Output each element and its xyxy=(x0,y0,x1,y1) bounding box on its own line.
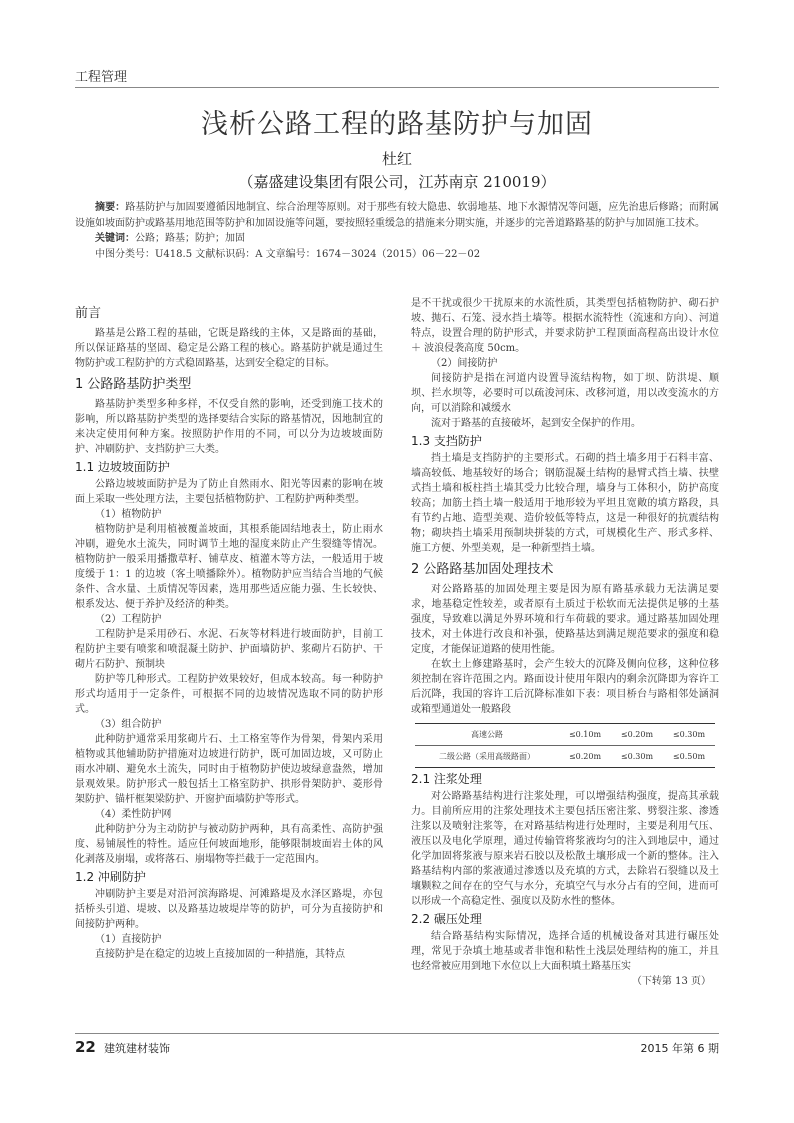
subheading: （3）组合防护 xyxy=(95,719,162,730)
article-title: 浅析公路工程的路基防护与加固 xyxy=(201,109,593,140)
article-affiliation: （嘉盛建设集团有限公司，江苏南京 210019） xyxy=(238,173,556,191)
paragraph: 在软土上修建路基时，会产生较大的沉降及侧向位移，这种位移须控制在容许范围之内。路面设计使用年限内的剩余沉降即为容许工后沉降，我国的容许工后沉降标准如下表：项目桥台与路相邻处涵洞或箱型通道处一般路段 xyxy=(411,659,719,715)
table-cell: ≤0.10m xyxy=(559,724,611,746)
page-number: 22 xyxy=(75,1038,96,1056)
subheading: （1）直接防护 xyxy=(95,934,162,945)
heading-section-2-1: 2.1 注浆处理 xyxy=(411,772,482,786)
header-rule xyxy=(75,87,719,88)
continued-note: （下转第 13 页） xyxy=(631,976,711,987)
left-column xyxy=(75,300,383,962)
paragraph: 工程防护是采用砂石、水泥、石灰等材料进行坡面防护，目前工程防护主要有喷浆和喷混凝土防护、护面墙防护、浆砌片石防护、干砌片石防护、预制块 xyxy=(75,629,383,670)
table-cell: ≤0.30m xyxy=(663,724,715,746)
subheading: （2）间接防护 xyxy=(431,358,498,369)
issue-label: 2015 年第 6 期 xyxy=(640,1042,719,1055)
paragraph: 此种防护通常采用浆砌片石、土工格室等作为骨架，骨架内采用植物或其他辅助防护措施对边坡进行防护，既可加固边坡，又可防止雨水冲刷、避免水土流失，同时由于植物防护使边坡绿意盎然，增加景观效果。防护形式一般包括土工格室防护、拱形骨架防护、菱形骨架防护、锚杆框架梁防护、开窗护面墙防护等形式。 xyxy=(75,734,383,805)
keywords-label: 关键词： xyxy=(95,233,135,244)
paragraph: 此种防护分为主动防护与被动防护两种，具有高柔性、高防护强度、易铺展性的特性。适应任何坡面地形，能够限制坡面岩土体的风化剥落及崩塌，或将落石、崩塌物等拦截于一定范围内。 xyxy=(75,824,383,865)
paragraph: 冲刷防护主要是对沿河滨海路堤、河滩路堤及水泽区路堤，亦包括桥头引道、堤坡、以及路基边坡堤岸等的防护，可分为直接防护和间接防护两种。 xyxy=(75,889,383,930)
paragraph: 公路边坡坡面防护是为了防止自然雨水、阳光等因素的影响在坡面上采取一些处理方法，主要包括植物防护、工程防护两种类型。 xyxy=(75,479,383,505)
section-tag: 工程管理 xyxy=(75,70,128,85)
heading-section-2-2: 2.2 碾压处理 xyxy=(411,912,482,926)
heading-preface: 前言 xyxy=(75,306,102,321)
table-cell: ≤0.30m xyxy=(611,746,663,768)
paragraph: 直接防护是在稳定的边坡上直接加固的一种措施，其特点 xyxy=(95,949,345,960)
heading-section-1-3: 1.3 支挡防护 xyxy=(411,434,482,448)
table-row xyxy=(415,724,715,746)
paragraph: 流对于路基的直接破坏，起到安全保护的作用。 xyxy=(431,418,641,429)
keywords-text: 公路；路基；防护；加固 xyxy=(135,233,245,244)
subheading: （4）柔性防护网 xyxy=(95,809,172,820)
subheading: （2）工程防护 xyxy=(95,614,162,625)
paragraph: 对公路路基的加固处理主要是因为原有路基承载力无法满足要求，地基稳定性较差，或者原有土质过于松软而无法提供足够的土基强度，导致难以满足外界环境和行车荷载的要求。通过路基加固处理技术，对土体进行改良和补强，使路基达到满足规范要求的强度和稳定度，才能保证道路的使用性能。 xyxy=(411,584,719,655)
paragraph: 路基防护类型多种多样，不仅受自然的影响，还受到施工技术的影响，所以路基防护类型的选择要结合实际的路基情况，因地制宜的来决定使用何种方案。按照防护作用的不同，可以分为边坡坡面防护、冲刷防护、支挡防护三大类。 xyxy=(75,399,383,455)
paragraph: 结合路基结构实际情况，选择合适的机械设备对其进行碾压处理，常见于杂填土地基或者非饱和粘性土浅层处理结构的施工，并且也经常被应用到地下水位以上大面积填土路基压实 xyxy=(411,931,719,972)
paragraph: 挡土墙是支挡防护的主要形式。石砌的挡土墙多用于石料丰富、墙高较低、地基较好的场合；钢筋混凝土结构的悬臂式挡土墙、扶壁式挡土墙和板柱挡土墙其受力比较合理，墙身与工体积小，防护高度较高；加筋土挡土墙一般适用于地形较为平坦且宽敞的填方路段，具有节约占地、造型美观、造价较低等特点，这是一种很好的抗震结构物；砌块挡土墙采用预制块拼装的方式，可规模化生产、形式多样、施工方便、外型美观，是一种新型挡土墙。 xyxy=(411,453,719,554)
heading-section-1-1: 1.1 边坡坡面防护 xyxy=(75,460,170,474)
subheading: （1）植物防护 xyxy=(95,509,162,520)
table-cell: ≤0.20m xyxy=(611,724,663,746)
journal-name: 建筑建材装饰 xyxy=(104,1042,170,1055)
right-column xyxy=(411,296,719,989)
settlement-table xyxy=(415,723,715,768)
abstract-text: 路基防护与加固要遵循因地制宜、综合治理等原则。对于那些有较大隐患、软弱地基、地下水源情况等问题，应先治患后修路；而附属设施如坡面防护或路基用地范围等防护和加固设施等问题，要按照轻重缓急的措施来分期实施，并逐步的完善道路路基的防护与加固施工技术。 xyxy=(75,202,720,229)
footer-rule xyxy=(75,1033,719,1034)
paragraph: 是不干扰或很少干扰原来的水流性质，其类型包括植物防护、砌石护坡、抛石、石笼、浸水挡土墙等。根据水流特性（流速和方向）、河道特点，设置合理的防护形式，并要求防护工程顶面高程高出设计水位 ＋ 波浪侵袭高度 50cm。 xyxy=(411,298,719,354)
abstract-label: 摘要： xyxy=(95,202,126,213)
heading-section-2: 2 公路路基加固处理技术 xyxy=(411,562,554,577)
article-author: 杜红 xyxy=(381,150,412,168)
table-cell: ≤0.50m xyxy=(663,746,715,768)
heading-section-1-2: 1.2 冲刷防护 xyxy=(75,870,146,884)
paragraph: 路基是公路工程的基础，它既是路线的主体，又是路面的基础，所以保证路基的坚固、稳定是公路工程的核心。路基防护就是通过生物防护或工程防护的方式稳固路基，达到安全稳定的目标。 xyxy=(75,328,383,369)
paragraph: 植物防护是利用植被覆盖坡面，其根系能固结地表土，防止雨水冲刷，避免水土流失，同时调节土地的湿度来防止产生裂缝等情况。植物防护一般采用播撒草籽、铺草皮、植灌木等方法，一般适用于坡度缓于 1：1 的边坡（客土喷播除外）。植物防护应当结合当地的气候条件、含水量、土质情况等因素，选用那些适应能力强、生长较快、根系发达、便于养护及经济的种类。 xyxy=(75,524,383,610)
heading-section-1: 1 公路路基防护类型 xyxy=(75,377,192,392)
table-row xyxy=(415,746,715,768)
abstract-block xyxy=(75,200,719,262)
table-cell: 二级公路（采用高级路面） xyxy=(415,746,559,768)
paragraph: 防护等几种形式。工程防护效果较好，但成本较高。每一种防护形式均适用于一定条件，可根据不同的边坡情况选取不同的防护形式。 xyxy=(75,674,383,715)
paragraph: 间接防护是指在河道内设置导流结构物，如丁坝、防洪堤、顺坝、拦水坝等，必要时可以疏浚河床、改移河道，用以改变流水的方向，可以消除和减缓水 xyxy=(411,373,719,414)
paragraph: 对公路路基结构进行注浆处理，可以增强结构强度，提高其承载力。目前所应用的注浆处理技术主要包括压密注浆、劈裂注浆、渗透注浆以及喷射注浆等，在对路基结构进行处理时，主要是利用气压、液压以及电化学原理，通过传输管将浆液均匀的注入到地层中，通过化学加固将浆液与原来岩石胶以及松散土壤形成一个新的整体。注入路基结构内部的浆液通过渗透以及充填的方式，去除岩石裂缝以及土壤颗粒之间存在的空气与水分，充填空气与水分占有的空间，进而可以形成一个高稳定性、强度以及防水性的整体。 xyxy=(411,791,719,907)
table-cell: ≤0.20m xyxy=(559,746,611,768)
classification-line: 中图分类号：U418.5 文献标识码：A 文章编号：1674－3024（2015）06－22－02 xyxy=(95,248,481,260)
table-cell: 高速公路 xyxy=(415,724,559,746)
